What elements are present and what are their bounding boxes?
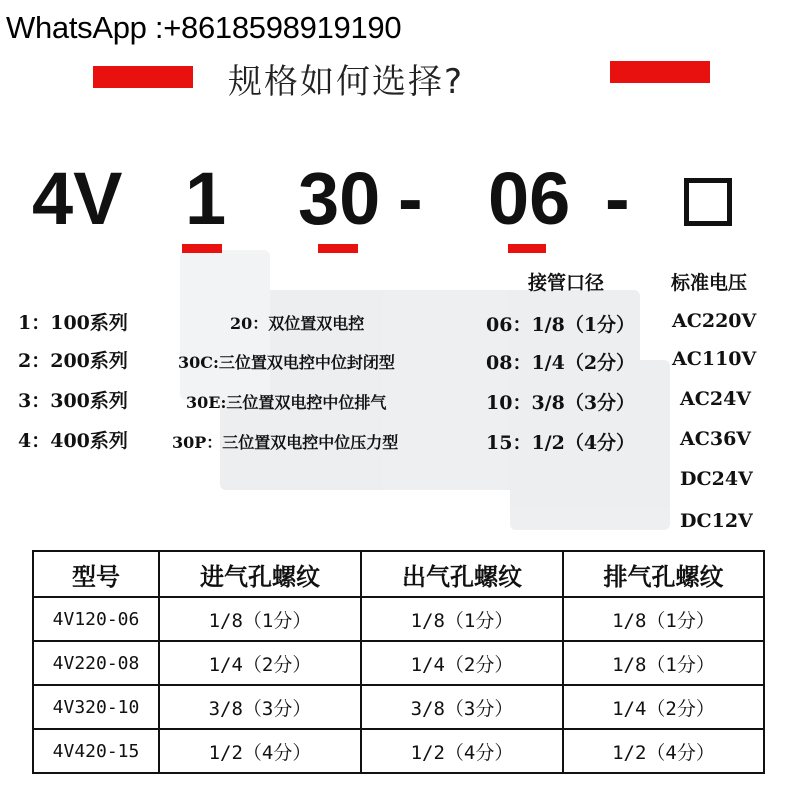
- series-underline: [182, 244, 222, 253]
- exhaust-cell: 1/8（1分）: [563, 641, 764, 685]
- outlet-cell: 1/8（1分）: [361, 597, 563, 641]
- title-left-bar: [93, 66, 193, 88]
- voltage-option: AC36V: [680, 428, 752, 450]
- inlet-cell: 1/8（1分）: [159, 597, 361, 641]
- outlet-cell: 1/4（2分）: [361, 641, 563, 685]
- table-header-row: [33, 551, 764, 597]
- table-row: [33, 597, 764, 641]
- model-cell: 4V220-08: [33, 641, 159, 685]
- inlet-cell: 1/2（4分）: [159, 729, 361, 773]
- voltage-option: AC110V: [672, 348, 757, 370]
- outlet-cell: 1/2（4分）: [361, 729, 563, 773]
- voltage-placeholder-box: [684, 178, 732, 226]
- model-cell: 4V120-06: [33, 597, 159, 641]
- code-dash-1: -: [398, 157, 423, 240]
- table-row: [33, 641, 764, 685]
- port-option: 10：3/8（3分）: [486, 392, 636, 414]
- function-underline: [318, 244, 358, 253]
- inlet-cell: 3/8（3分）: [159, 685, 361, 729]
- port-option: 15：1/2（4分）: [486, 432, 636, 454]
- code-series: 1: [185, 157, 227, 240]
- page-title: 规格如何选择?: [228, 62, 465, 102]
- column-header-model: 型号: [33, 551, 159, 597]
- column-header-inlet: 进气孔螺纹: [159, 551, 361, 597]
- exhaust-cell: 1/4（2分）: [563, 685, 764, 729]
- whatsapp-contact: WhatsApp :+8618598919190: [6, 10, 402, 45]
- series-option: 2：200系列: [18, 350, 128, 372]
- model-cell: 4V320-10: [33, 685, 159, 729]
- function-option: 30E:三位置双电控中位排气: [186, 393, 387, 412]
- column-header-outlet: 出气孔螺纹: [361, 551, 563, 597]
- exhaust-cell: 1/8（1分）: [563, 597, 764, 641]
- series-option: 1：100系列: [18, 312, 128, 334]
- code-prefix: 4V: [32, 157, 123, 240]
- thread-spec-table: [32, 550, 765, 774]
- title-right-bar: [610, 61, 710, 83]
- series-option: 4：400系列: [18, 430, 128, 452]
- voltage-header: 标准电压: [671, 272, 748, 294]
- port-size-header: 接管口径: [528, 272, 605, 294]
- column-header-exhaust: 排气孔螺纹: [563, 551, 764, 597]
- exhaust-cell: 1/2（4分）: [563, 729, 764, 773]
- function-option: 30C:三位置双电控中位封闭型: [178, 353, 395, 372]
- function-option: 30P：三位置双电控中位压力型: [172, 433, 399, 452]
- port-option: 06：1/8（1分）: [486, 314, 636, 336]
- voltage-option: DC24V: [680, 468, 753, 490]
- voltage-option: DC12V: [680, 510, 753, 532]
- code-port: 06: [488, 157, 571, 240]
- outlet-cell: 3/8（3分）: [361, 685, 563, 729]
- model-cell: 4V420-15: [33, 729, 159, 773]
- table-row: [33, 685, 764, 729]
- inlet-cell: 1/4（2分）: [159, 641, 361, 685]
- voltage-option: AC24V: [680, 388, 752, 410]
- series-option: 3：300系列: [18, 390, 128, 412]
- code-function: 30: [298, 157, 381, 240]
- table-row: [33, 729, 764, 773]
- function-option: 20：双位置双电控: [230, 314, 365, 333]
- code-dash-2: -: [605, 157, 630, 240]
- port-underline: [508, 244, 546, 253]
- port-option: 08：1/4（2分）: [486, 352, 636, 374]
- voltage-option: AC220V: [672, 310, 757, 332]
